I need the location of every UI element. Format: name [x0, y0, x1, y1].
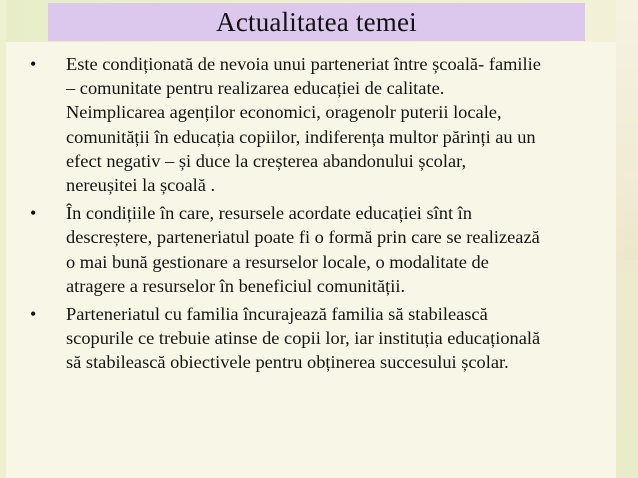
text-line: În condițiile în care, resursele acordate educației sînt în — [66, 203, 472, 224]
bullet-text — [66, 302, 606, 375]
text-line: efect negativ – și duce la creșterea abandonului școlar, — [66, 150, 467, 171]
bullet-item — [28, 52, 606, 197]
bullet-item — [28, 201, 606, 298]
slide-title: Actualitatea temei — [216, 6, 417, 37]
right-edge-decor — [624, 170, 638, 260]
text-line: Este condiționată de nevoia unui parteneriat între școală- familie — [66, 54, 541, 74]
bullet-text — [66, 201, 606, 298]
text-line: scopurile ce trebuie atinse de copii lor, iar instituția educațională — [66, 328, 541, 349]
text-line: comunității în educația copiilor, indiferența multor părinți au un — [66, 126, 536, 147]
text-line: descreștere, parteneriatul poate fi o formă prin care se realizează — [66, 227, 540, 248]
text-line: – comunitate pentru realizarea educației de calitate. — [66, 78, 445, 99]
left-decor-band — [0, 0, 6, 478]
title-box — [48, 3, 585, 41]
text-line: Parteneriatul cu familia încurajează familia să stabilească — [66, 304, 488, 325]
bullet-dot-icon: • — [30, 203, 37, 224]
text-line: Neimplicarea agenților economici, oragenolr puterii locale, — [66, 102, 502, 123]
bullet-dot-icon: • — [30, 54, 37, 74]
text-line: nereușitei la școală . — [66, 175, 216, 196]
text-line: să stabilească obiectivele pentru obținerea succesului școlar. — [66, 352, 509, 373]
text-line: o mai bună gestionare a resurselor locale, o modalitate de — [66, 251, 489, 272]
text-line: atragere a resurselor în beneficiul comunității. — [66, 275, 406, 296]
bullet-list — [28, 52, 606, 379]
bullet-dot-icon: • — [30, 304, 37, 325]
bullet-text — [66, 52, 606, 197]
bullet-item — [28, 302, 606, 375]
